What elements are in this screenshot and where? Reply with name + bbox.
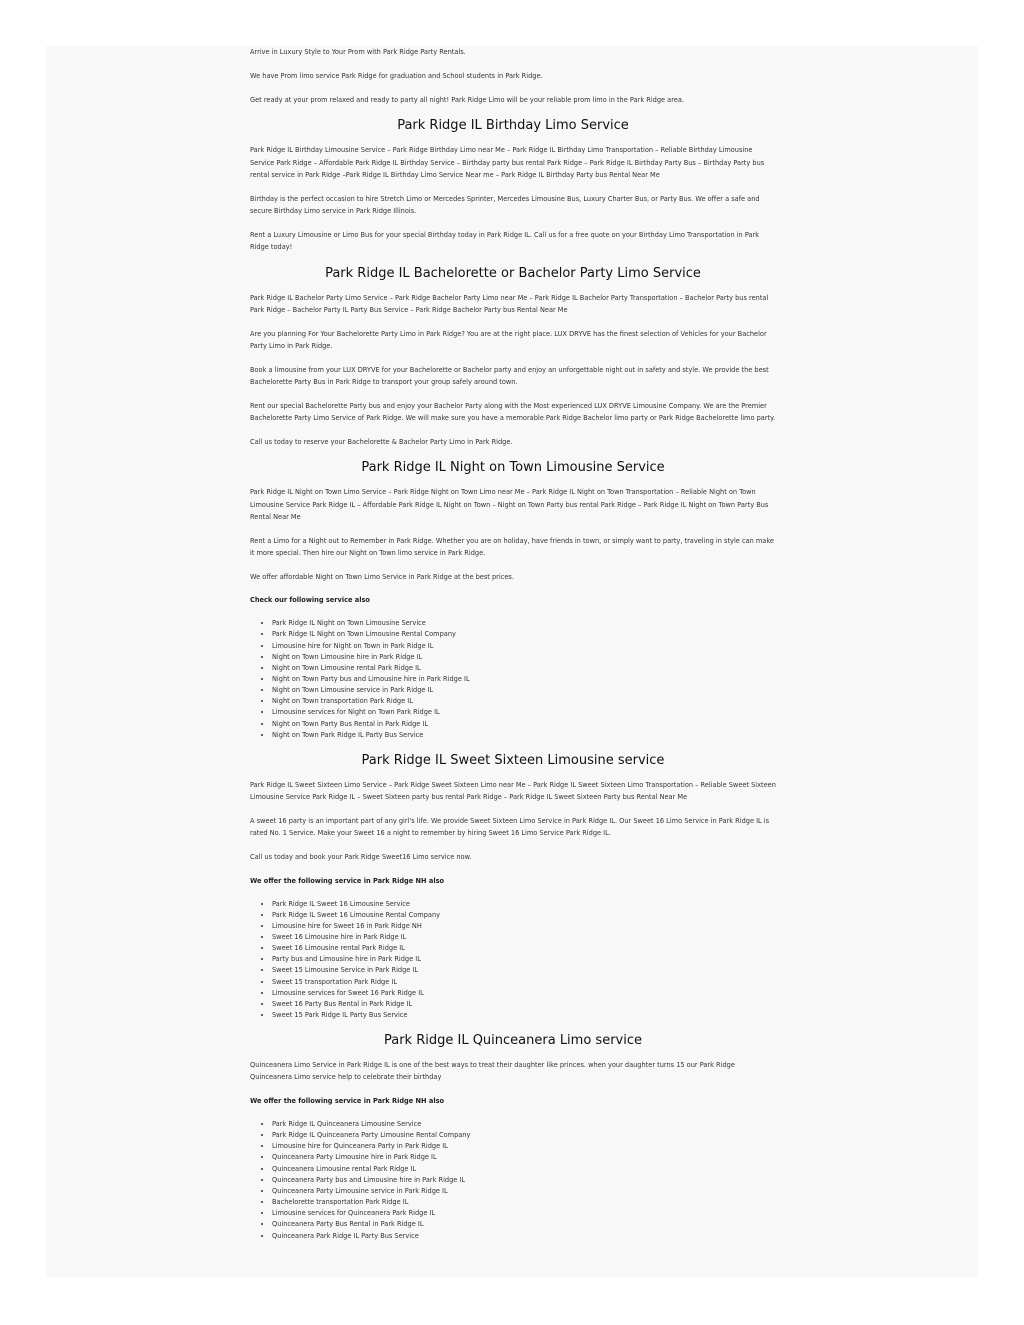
list-item: • Party bus and Limousine hire in Park Ridge IL	[272, 954, 776, 965]
birthday-paragraph: Birthday is the perfect occasion to hire Stretch Limo or Mercedes Sprinter, Mercedes Limousine Bus, Luxury Charter Bus, or Party Bus. We offer a safe and secure Birthday Limo service in Park Ridge Illinois.	[250, 194, 760, 215]
list-item: • Sweet 16 Limousine hire in Park Ridge IL	[272, 932, 776, 943]
quinceanera-heading: Park Ridge IL Quinceanera Limo service	[383, 1033, 642, 1049]
list-item: • Night on Town transportation Park Ridge IL	[272, 696, 776, 707]
list-item: • Night on Town Party Bus Rental in Park Ridge IL	[272, 719, 776, 730]
list-item: • Night on Town Limousine service in Park Ridge IL	[272, 685, 776, 696]
list-item: • Sweet 16 Party Bus Rental in Park Ridge IL	[272, 999, 776, 1010]
sweet-sixteen-list-lead: We offer the following service in Park Ridge NH also	[250, 876, 445, 885]
intro-paragraph: We have Prom limo service Park Ridge for graduation and School students in Park Ridge.	[250, 71, 543, 80]
list-item: • Park Ridge IL Night on Town Limousine Rental Company	[272, 629, 776, 640]
bachelor-heading: Park Ridge IL Bachelorette or Bachelor Party Limo Service	[325, 265, 701, 281]
bachelor-paragraph: Call us today to reserve your Bachelorette & Bachelor Party Limo in Park Ridge.	[250, 437, 513, 446]
quinceanera-service-list	[250, 1119, 776, 1242]
bachelor-paragraph: Park Ridge IL Bachelor Party Limo Service – Park Ridge Bachelor Party Limo near Me – Park Ridge IL Bachelor Party Transportation – Bachelor Party bus rental Park Ridge – Bachelor Party IL Party Bus Service – Park Ridge Bachelor Party bus Rental Near Me	[250, 293, 769, 314]
night-paragraph: Rent a Limo for a Night out to Remember in Park Ridge. Whether you are on holiday, have friends in town, or simply want to party, traveling in style can make it more special. Then hire our Night on Town limo service in Park Ridge.	[250, 536, 774, 557]
list-item: • Night on Town Limousine rental Park Ridge IL	[272, 663, 776, 674]
list-item: • Sweet 15 transportation Park Ridge IL	[272, 977, 776, 988]
sweet-sixteen-paragraph: Park Ridge IL Sweet Sixteen Limo Service – Park Ridge Sweet Sixteen Limo near Me – Park Ridge IL Sweet Sixteen Limo Transportation – Reliable Sweet Sixteen Limousine Service Park Ridge IL – Sweet Sixteen party bus rental Park Ridge – Park Ridge IL Sweet Sixteen Party bus Rental Near Me	[250, 780, 776, 802]
list-item: • Limousine services for Night on Town Park Ridge IL	[272, 707, 776, 718]
sweet-sixteen-paragraph: A sweet 16 party is an important part of any girl's life. We provide Sweet Sixteen Limo Service in Park Ridge IL. Our Sweet 16 Limo Service in Park Ridge IL is rated No. 1 Service. Make your Sweet 16 a night to remember by hiring Sweet 16 Limo Service Park Ridge IL.	[250, 816, 770, 838]
list-item: • Quinceanera Party Bus Rental in Park Ridge IL	[272, 1219, 776, 1230]
intro-paragraph: Arrive in Luxury Style to Your Prom with Park Ridge Party Rentals.	[250, 48, 466, 56]
list-item: • Quinceanera Party bus and Limousine hire in Park Ridge IL	[272, 1175, 776, 1186]
list-item: • Night on Town Park Ridge IL Party Bus Service	[272, 730, 776, 741]
sweet-sixteen-heading: Park Ridge IL Sweet Sixteen Limousine service	[361, 752, 665, 768]
bachelor-paragraph: Rent our special Bachelorette Party bus and enjoy your Bachelor Party along with the Most experienced LUX DRYVE Limousine Company. We are the Premier Bachelorette Party Limo Service of Park Ridge. We will make sure you have a memorable Park Ridge Bachelor limo party or Park Ridge Bachelorette limo party.	[250, 401, 776, 422]
list-item: • Sweet 16 Limousine rental Park Ridge IL	[272, 943, 776, 954]
night-heading: Park Ridge IL Night on Town Limousine Service	[361, 460, 665, 476]
list-item: • Park Ridge IL Sweet 16 Limousine Service	[272, 899, 776, 910]
list-item: • Sweet 15 Limousine Service in Park Ridge IL	[272, 965, 776, 976]
bachelor-paragraph: Are you planning For Your Bachelorette Party Limo in Park Ridge? You are at the right place. LUX DRYVE has the finest selection of Vehicles for your Bachelor Party Limo in Park Ridge.	[250, 329, 767, 350]
list-item: • Limousine services for Sweet 16 Park Ridge IL	[272, 988, 776, 999]
list-item: • Park Ridge IL Night on Town Limousine Service	[272, 618, 776, 629]
night-service-list	[250, 618, 776, 741]
night-paragraph: Park Ridge IL Night on Town Limo Service – Park Ridge Night on Town Limo near Me – Park Ridge IL Night on Town Transportation – Reliable Night on Town Limousine Service Park Ridge IL – Affordable Park Ridge IL Night on Town – Night on Town Party bus rental Park Ridge – Park Ridge IL Night on Town Party Bus Rental Near Me	[250, 488, 769, 521]
night-paragraph: We offer affordable Night on Town Limo Service in Park Ridge at the best prices.	[250, 572, 514, 581]
list-item: • Park Ridge IL Quinceanera Limousine Service	[272, 1119, 776, 1130]
document-page	[46, 46, 978, 1278]
birthday-heading: Park Ridge IL Birthday Limo Service	[397, 118, 629, 134]
list-item: • Bachelorette transportation Park Ridge IL	[272, 1197, 776, 1208]
list-item: • Limousine hire for Sweet 16 in Park Ridge NH	[272, 921, 776, 932]
quinceanera-list-lead: We offer the following service in Park Ridge NH also	[250, 1097, 445, 1106]
night-list-lead: Check our following service also	[250, 596, 370, 605]
sweet-sixteen-paragraph: Call us today and book your Park Ridge Sweet16 Limo service now.	[250, 852, 472, 861]
list-item: • Night on Town Limousine hire in Park Ridge IL	[272, 652, 776, 663]
list-item: • Park Ridge IL Quinceanera Party Limousine Rental Company	[272, 1130, 776, 1141]
list-item: • Quinceanera Park Ridge IL Party Bus Service	[272, 1231, 776, 1242]
list-item: • Park Ridge IL Sweet 16 Limousine Rental Company	[272, 910, 776, 921]
list-item: • Limousine services for Quinceanera Park Ridge IL	[272, 1208, 776, 1219]
list-item: • Limousine hire for Quinceanera Party in Park Ridge IL	[272, 1141, 776, 1152]
list-item: • Sweet 15 Park Ridge IL Party Bus Service	[272, 1010, 776, 1021]
list-item: • Limousine hire for Night on Town in Park Ridge IL	[272, 641, 776, 652]
list-item: • Quinceanera Party Limousine hire in Park Ridge IL	[272, 1152, 776, 1163]
article-content	[250, 46, 776, 1253]
list-item: • Quinceanera Limousine rental Park Ridge IL	[272, 1164, 776, 1175]
list-item: • Night on Town Party bus and Limousine hire in Park Ridge IL	[272, 674, 776, 685]
quinceanera-paragraph: Quinceanera Limo Service in Park Ridge IL is one of the best ways to treat their daughter like princes. when your daughter turns 15 our Park Ridge Quinceanera Limo service help to celebrate their birthday	[250, 1061, 735, 1082]
bachelor-paragraph: Book a limousine from your LUX DRYVE for your Bachelorette or Bachelor party and enjoy an unforgettable night out in safety and style. We provide the best Bachelorette Party Bus in Park Ridge to transport your group safely around town.	[250, 365, 769, 386]
birthday-paragraph: Park Ridge IL Birthday Limousine Service – Park Ridge Birthday Limo near Me – Park Ridge IL Birthday Limo Transportation – Reliable Birthday Limousine Service Park Ridge – Affordable Park Ridge IL Birthday Service – Birthday party bus rental Park Ridge – Park Ridge IL Birthday Party Bus – Birthday Party bus rental service in Park Ridge –Park Ridge IL Birthday Limo Service Near me – Park Ridge IL Birthday Party bus Rental Near Me	[250, 146, 765, 179]
birthday-paragraph: Rent a Luxury Limousine or Limo Bus for your special Birthday today in Park Ridge IL. Call us for a free quote on your Birthday Limo Transportation in Park Ridge today!	[250, 230, 760, 251]
list-item: • Quinceanera Party Limousine service in Park Ridge IL	[272, 1186, 776, 1197]
sweet-sixteen-service-list	[250, 899, 776, 1022]
intro-paragraph: Get ready at your prom relaxed and ready to party all night! Park Ridge Limo will be your reliable prom limo in the Park Ridge area.	[250, 95, 684, 104]
